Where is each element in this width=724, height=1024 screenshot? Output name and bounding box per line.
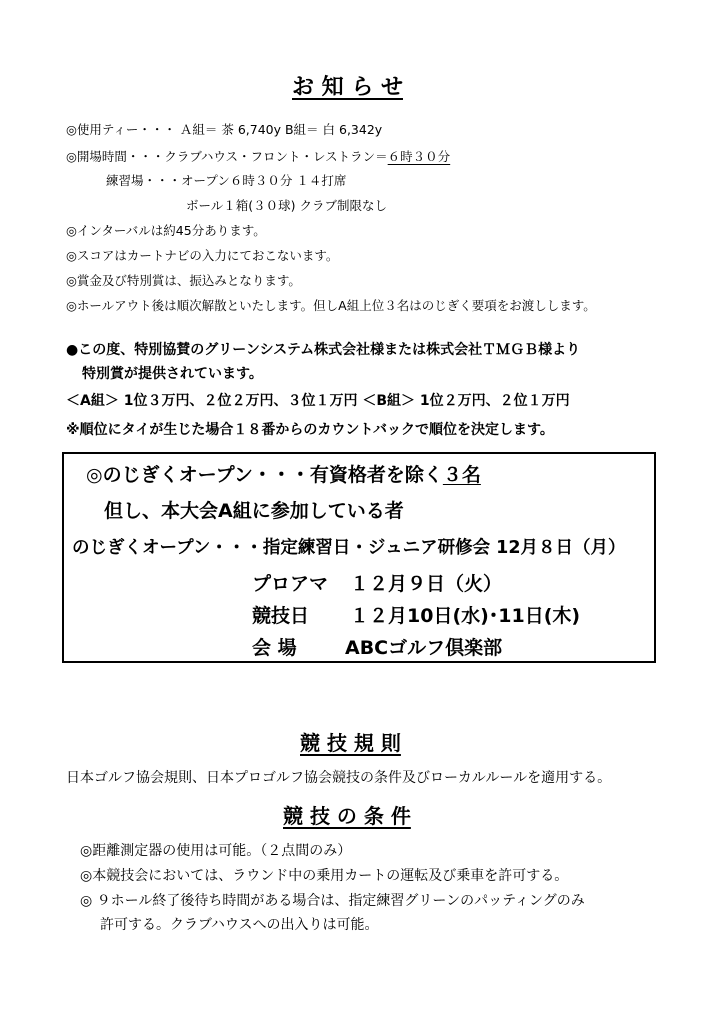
condition-item-2: ◎本競技会においては、ラウンド中の乗用カートの運転及び乗車を許可する。: [80, 868, 569, 884]
box-line-1-count: ３名: [442, 464, 481, 486]
proam-date: １２月９日（火）: [350, 573, 503, 595]
condition-item-1: ◎距離測定器の使用は可能。（２点間のみ）: [80, 843, 352, 859]
rules-text: 日本ゴルフ協会規則、日本プロゴルフ協会競技の条件及びローカルルールを適用する。: [66, 770, 612, 786]
condition-item-3-cont: 許可する。クラブハウスへの出入りは可能。: [100, 917, 379, 933]
range-info-1: 練習場・・・オープン６時３０分 １４打席: [106, 173, 347, 188]
interval-info: ◎インターバルは約45分あります。: [66, 223, 266, 238]
box-line-1: [86, 460, 481, 487]
open-time-info: [66, 147, 450, 165]
special-line-3: ＜A組＞ 1位３万円、２位２万円、３位１万円 ＜B組＞ 1位２万円、２位１万円: [66, 393, 570, 409]
notice-title: お 知 ら せ: [292, 75, 403, 100]
holeout-info: ◎ホールアウト後は順次解散といたします。但しA組上位３名はのじぎく要項をお渡しします。: [66, 298, 596, 313]
comp-label: 競技日: [252, 605, 310, 627]
special-line-1: ●この度、特別協賛のグリーンシステム株式会社様または株式会社ＴＭＧＢ様より: [66, 342, 581, 358]
open-time-prefix: ◎開場時間・・・クラブハウス・フロント・レストラン＝: [66, 149, 388, 164]
prize-info: ◎賞金及び特別賞は、振込みとなります。: [66, 273, 301, 288]
venue-label: 会 場: [252, 637, 297, 659]
range-info-2: ボール１箱(３０球) クラブ制限なし: [186, 198, 387, 213]
proam-label: プロアマ: [252, 573, 329, 595]
box-line-1-prefix: ◎のじぎくオープン・・・有資格者を除く: [86, 464, 443, 486]
venue-name: ABCゴルフ倶楽部: [345, 637, 503, 659]
tee-info: ◎使用ティー・・・ Ａ組＝ 茶 6,740y B組＝ 白 6,342y: [66, 122, 383, 137]
box-line-3: のじぎくオープン・・・指定練習日・ジュニア研修会 12月８日（月）: [72, 538, 626, 558]
special-line-4: ※順位にタイが生じた場合１８番からのカウントバックで順位を決定します。: [66, 422, 554, 438]
condition-item-3: ◎ ９ホール終了後待ち時間がある場合は、指定練習グリーンのパッティングのみ: [80, 893, 585, 909]
score-info: ◎スコアはカートナビの入力にておこないます。: [66, 248, 339, 263]
special-line-2: 特別賞が提供されています。: [82, 366, 263, 382]
conditions-title: 競 技 の 条 件: [283, 804, 411, 828]
comp-date: １２月10日(水)･11日(木): [350, 605, 581, 627]
rules-title: 競 技 規 則: [300, 731, 401, 755]
box-line-2: 但し、本大会A組に参加している者: [104, 500, 404, 522]
open-time-value: ６時３０分: [387, 149, 451, 164]
